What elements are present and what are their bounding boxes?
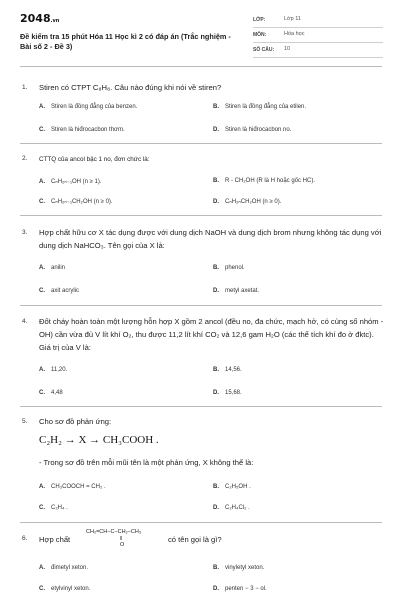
option-text: anilin bbox=[51, 265, 66, 271]
option-key: D. bbox=[213, 390, 219, 396]
meta-row-count bbox=[253, 46, 383, 58]
option-b[interactable] bbox=[213, 265, 245, 271]
option-d[interactable] bbox=[213, 390, 242, 396]
option-d[interactable] bbox=[213, 586, 267, 592]
logo-sub: .vn bbox=[50, 18, 60, 24]
question-text: Cho sơ đồ phản ứng: bbox=[39, 417, 112, 426]
site-logo[interactable] bbox=[20, 12, 59, 25]
option-key: A. bbox=[39, 104, 45, 110]
meta-label: LỚP: bbox=[253, 17, 266, 23]
option-text: vinyletyl xeton. bbox=[225, 565, 265, 571]
option-text: CₙH₂ₙ₋₁OH (n ≥ 1). bbox=[51, 179, 102, 185]
option-a[interactable] bbox=[39, 104, 137, 110]
option-b[interactable] bbox=[213, 367, 242, 373]
question-number: 3. bbox=[22, 229, 28, 236]
reaction-scheme: C₂H₂ → X → CH₃COOH . bbox=[39, 434, 159, 446]
option-text: Stiren là đồng đẳng của etilen. bbox=[225, 104, 307, 110]
option-key: A. bbox=[39, 484, 45, 490]
question-number: 1. bbox=[22, 84, 28, 91]
option-key: C. bbox=[39, 586, 45, 592]
option-key: A. bbox=[39, 565, 45, 571]
option-key: B. bbox=[213, 104, 219, 110]
option-key: C. bbox=[39, 288, 45, 294]
question-text: CTTQ của ancol bậc 1 no, đơn chức là: bbox=[39, 156, 150, 163]
meta-row-subject bbox=[253, 31, 383, 43]
option-text: CH₃COOCH = CH₂ . bbox=[51, 484, 106, 490]
oxygen-label: O bbox=[120, 542, 125, 548]
question-number: 4. bbox=[22, 318, 28, 325]
question-number: 6. bbox=[22, 535, 28, 542]
option-key: A. bbox=[39, 179, 45, 185]
option-a[interactable] bbox=[39, 565, 88, 571]
option-key: B. bbox=[213, 367, 219, 373]
option-text: penten − 3 − ol. bbox=[225, 586, 267, 592]
option-a[interactable] bbox=[39, 367, 67, 373]
option-d[interactable] bbox=[213, 127, 291, 133]
option-text: 11,20. bbox=[51, 367, 68, 373]
option-b[interactable] bbox=[213, 178, 315, 184]
document-title: Đề kiểm tra 15 phút Hóa 11 Học kì 2 có đáp án (Trắc nghiệm - Bài số 2 - Đề 3) bbox=[20, 32, 231, 51]
option-key: C. bbox=[39, 199, 45, 205]
question-text: Đốt cháy hoàn toàn một lượng hỗn hợp X gồm 2 ancol (đều no, đa chức, mạch hở, có cùng số nhóm - OH) cần vừa đủ V lít khí O₂, thu được 11,2 lít khí CO₂ và 12,6 gam H₂O (các thể tích khí đo ở đktc). Giá trị của V là: bbox=[39, 317, 384, 352]
option-a[interactable] bbox=[39, 178, 102, 185]
option-key: B. bbox=[213, 484, 219, 490]
option-key: D. bbox=[213, 127, 219, 133]
option-key: B. bbox=[213, 178, 219, 184]
option-text: etylvinyl xeton. bbox=[51, 586, 91, 592]
question-note: - Trong sơ đồ trên mỗi mũi tên là một phản ứng, X không thể là: bbox=[39, 458, 254, 467]
option-key: D. bbox=[213, 288, 219, 294]
divider bbox=[20, 406, 382, 407]
option-b[interactable] bbox=[213, 565, 264, 571]
option-text: phenol. bbox=[225, 265, 245, 271]
option-c[interactable] bbox=[39, 127, 125, 133]
double-bond-mark: ‖ bbox=[120, 536, 123, 542]
option-key: B. bbox=[213, 265, 219, 271]
option-b[interactable] bbox=[213, 484, 251, 490]
divider bbox=[20, 305, 382, 306]
option-c[interactable] bbox=[39, 505, 68, 511]
option-text: C₂H₄Cl₂ . bbox=[225, 505, 250, 511]
meta-label: MÔN: bbox=[253, 32, 267, 38]
option-text: R - CH₂OH (R là H hoặc gốc HC). bbox=[225, 178, 316, 184]
option-key: A. bbox=[39, 367, 45, 373]
option-c[interactable] bbox=[39, 390, 63, 396]
meta-value: Lớp 11 bbox=[284, 16, 301, 22]
option-c[interactable] bbox=[39, 198, 113, 205]
question-number: 5. bbox=[22, 418, 28, 425]
structure-chain: CH₂=CH−C−CH₂−CH₃ bbox=[86, 529, 142, 535]
meta-row-class bbox=[253, 16, 383, 28]
chemical-structure bbox=[86, 527, 166, 553]
option-c[interactable] bbox=[39, 586, 90, 592]
question-number: 2. bbox=[22, 155, 28, 162]
option-text: đimetyl xeton. bbox=[51, 565, 89, 571]
option-text: metyl axetat. bbox=[225, 288, 260, 294]
divider bbox=[20, 66, 382, 67]
option-key: C. bbox=[39, 390, 45, 396]
option-text: Stiren là đồng đẳng của benzen. bbox=[51, 104, 138, 110]
divider bbox=[20, 143, 382, 144]
option-d[interactable] bbox=[213, 198, 281, 205]
option-key: D. bbox=[213, 586, 219, 592]
meta-value: 10 bbox=[284, 46, 291, 52]
question-text-after: có tên gọi là gì? bbox=[168, 535, 222, 544]
question-text: Stiren có CTPT C₈H₈. Câu nào đúng khi nói về stiren? bbox=[39, 83, 222, 92]
option-text: 4,48 bbox=[51, 390, 63, 396]
meta-label: SỐ CÂU: bbox=[253, 47, 275, 53]
question-text: Hợp chất hữu cơ X tác dụng được với dung dịch NaOH và dung dịch brom nhưng không tác dụng với dung dịch NaHCO₃. Tên gọi của X là: bbox=[39, 228, 382, 250]
option-text: Stiren là hiđrocacbon thơm. bbox=[51, 127, 125, 133]
divider bbox=[20, 215, 382, 216]
option-text: axit acrylic bbox=[51, 288, 80, 294]
option-text: CₙH₂ₙCH₂OH (n ≥ 0). bbox=[225, 199, 282, 205]
option-key: C. bbox=[39, 505, 45, 511]
option-b[interactable] bbox=[213, 104, 306, 110]
meta-value: Hóa học bbox=[284, 31, 305, 37]
logo-main: 2048 bbox=[20, 12, 51, 25]
option-text: CₙH₂ₙ₋₁CH₂OH (n ≥ 0). bbox=[51, 199, 113, 205]
option-a[interactable] bbox=[39, 484, 106, 490]
option-key: C. bbox=[39, 127, 45, 133]
option-key: A. bbox=[39, 265, 45, 271]
divider bbox=[20, 522, 382, 523]
option-text: Stiren là hiđrocacbon no. bbox=[225, 127, 292, 133]
option-d[interactable] bbox=[213, 505, 250, 511]
option-text: 15,68. bbox=[225, 390, 242, 396]
option-d[interactable] bbox=[213, 288, 259, 294]
option-c[interactable] bbox=[39, 288, 79, 294]
question-text-before: Hợp chất bbox=[39, 535, 71, 544]
option-text: C₂H₄ . bbox=[51, 505, 68, 511]
option-text: C₂H₅OH . bbox=[225, 484, 251, 490]
option-text: 14,56. bbox=[225, 367, 242, 373]
option-key: D. bbox=[213, 199, 219, 205]
option-a[interactable] bbox=[39, 265, 65, 271]
option-key: B. bbox=[213, 565, 219, 571]
option-key: D. bbox=[213, 505, 219, 511]
